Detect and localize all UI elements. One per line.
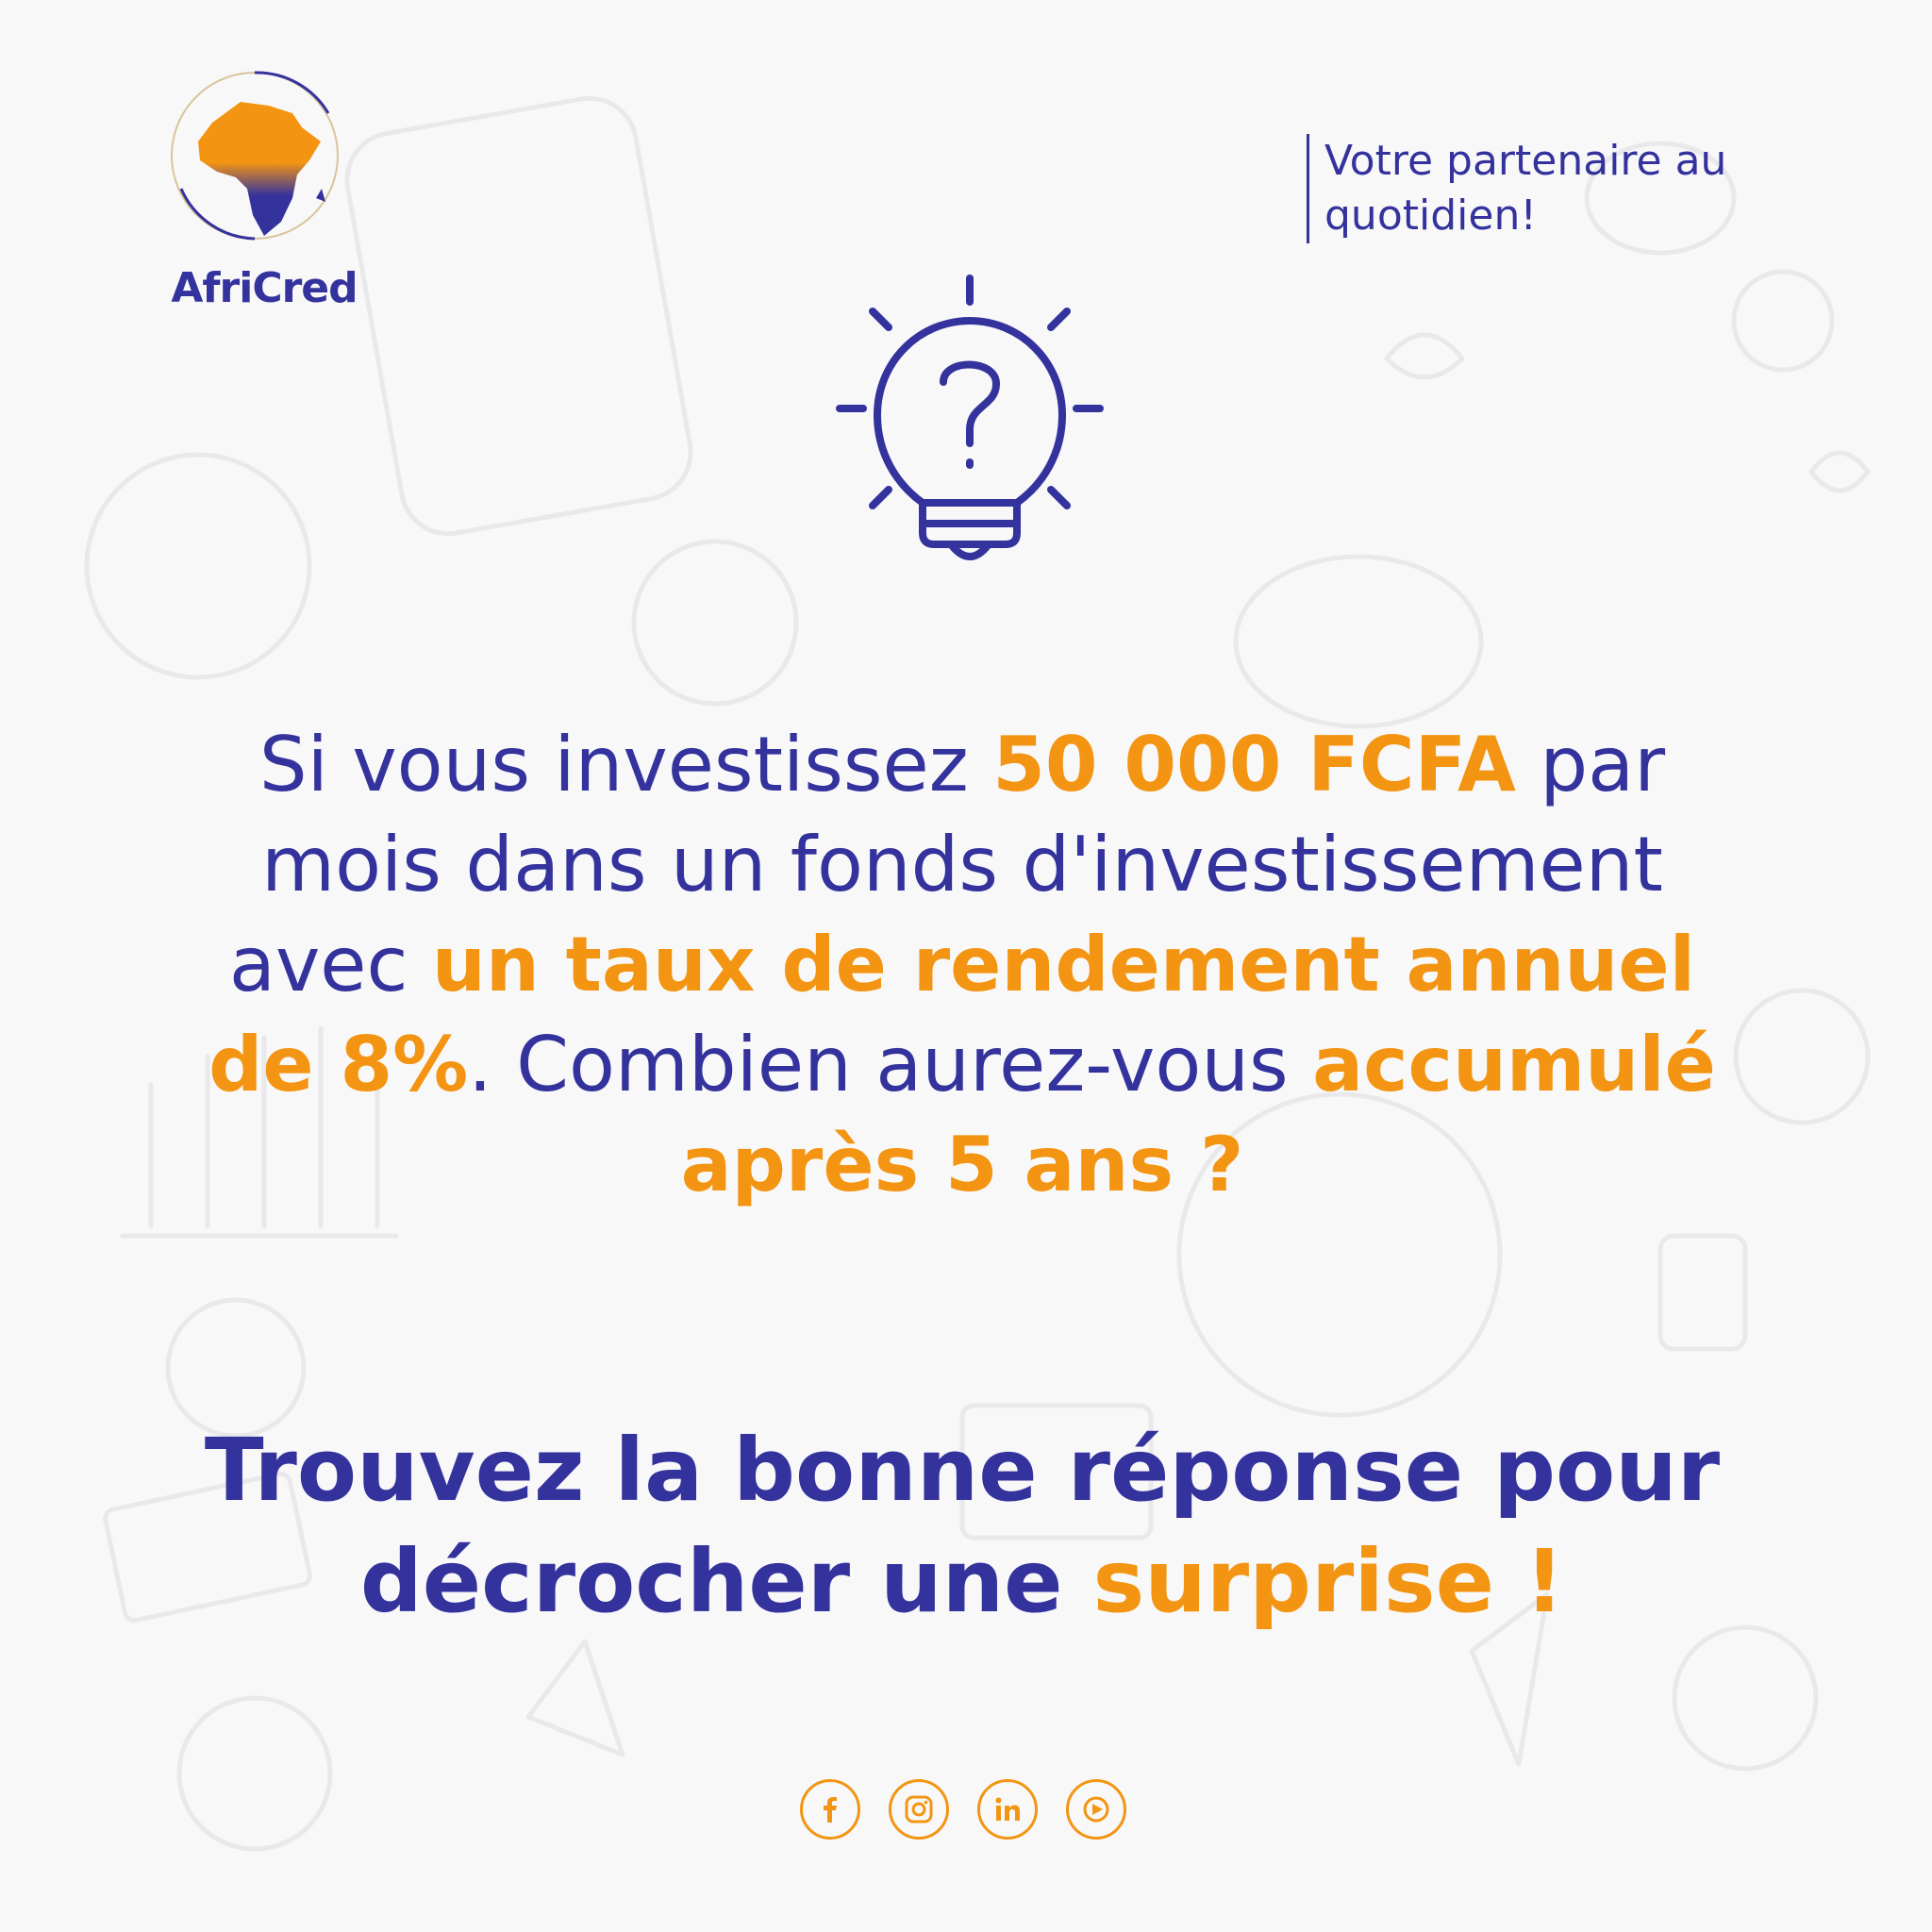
instagram-link[interactable] [889, 1779, 949, 1840]
lightbulb-question-icon [830, 269, 1113, 571]
facebook-link[interactable] [800, 1779, 860, 1840]
quiz-question [170, 715, 1755, 1215]
tagline-line-1: Votre partenaire au [1324, 137, 1727, 185]
facebook-icon [816, 1795, 844, 1824]
linkedin-icon [993, 1795, 1022, 1824]
cta-text: Trouvez la bonne réponse pour décrocher une [204, 1420, 1721, 1632]
question-duration: accumulé après 5 ans ? [680, 1021, 1716, 1208]
question-text-1: Si vous investissez [258, 721, 993, 808]
brand-name: AfriCred [171, 264, 358, 312]
cta-highlight: surprise ! [1092, 1531, 1565, 1632]
linkedin-link[interactable] [977, 1779, 1038, 1840]
tagline-line-2: quotidien! [1324, 192, 1537, 240]
social-links [800, 1779, 1126, 1840]
question-text-3: . Combien aurez-vous [468, 1021, 1313, 1108]
tagline [1307, 134, 1815, 243]
youtube-link[interactable] [1066, 1779, 1126, 1840]
youtube-icon [1081, 1794, 1111, 1824]
call-to-action [170, 1415, 1755, 1638]
question-text-2: par mois dans un fonds d'investissement avec [228, 721, 1666, 1008]
question-amount: 50 000 FCFA [992, 721, 1516, 808]
question-rate: un taux de rendement annuel de 8% [208, 921, 1696, 1108]
africa-globe-icon [160, 57, 368, 264]
instagram-icon [904, 1794, 934, 1824]
africred-logo [160, 57, 377, 321]
